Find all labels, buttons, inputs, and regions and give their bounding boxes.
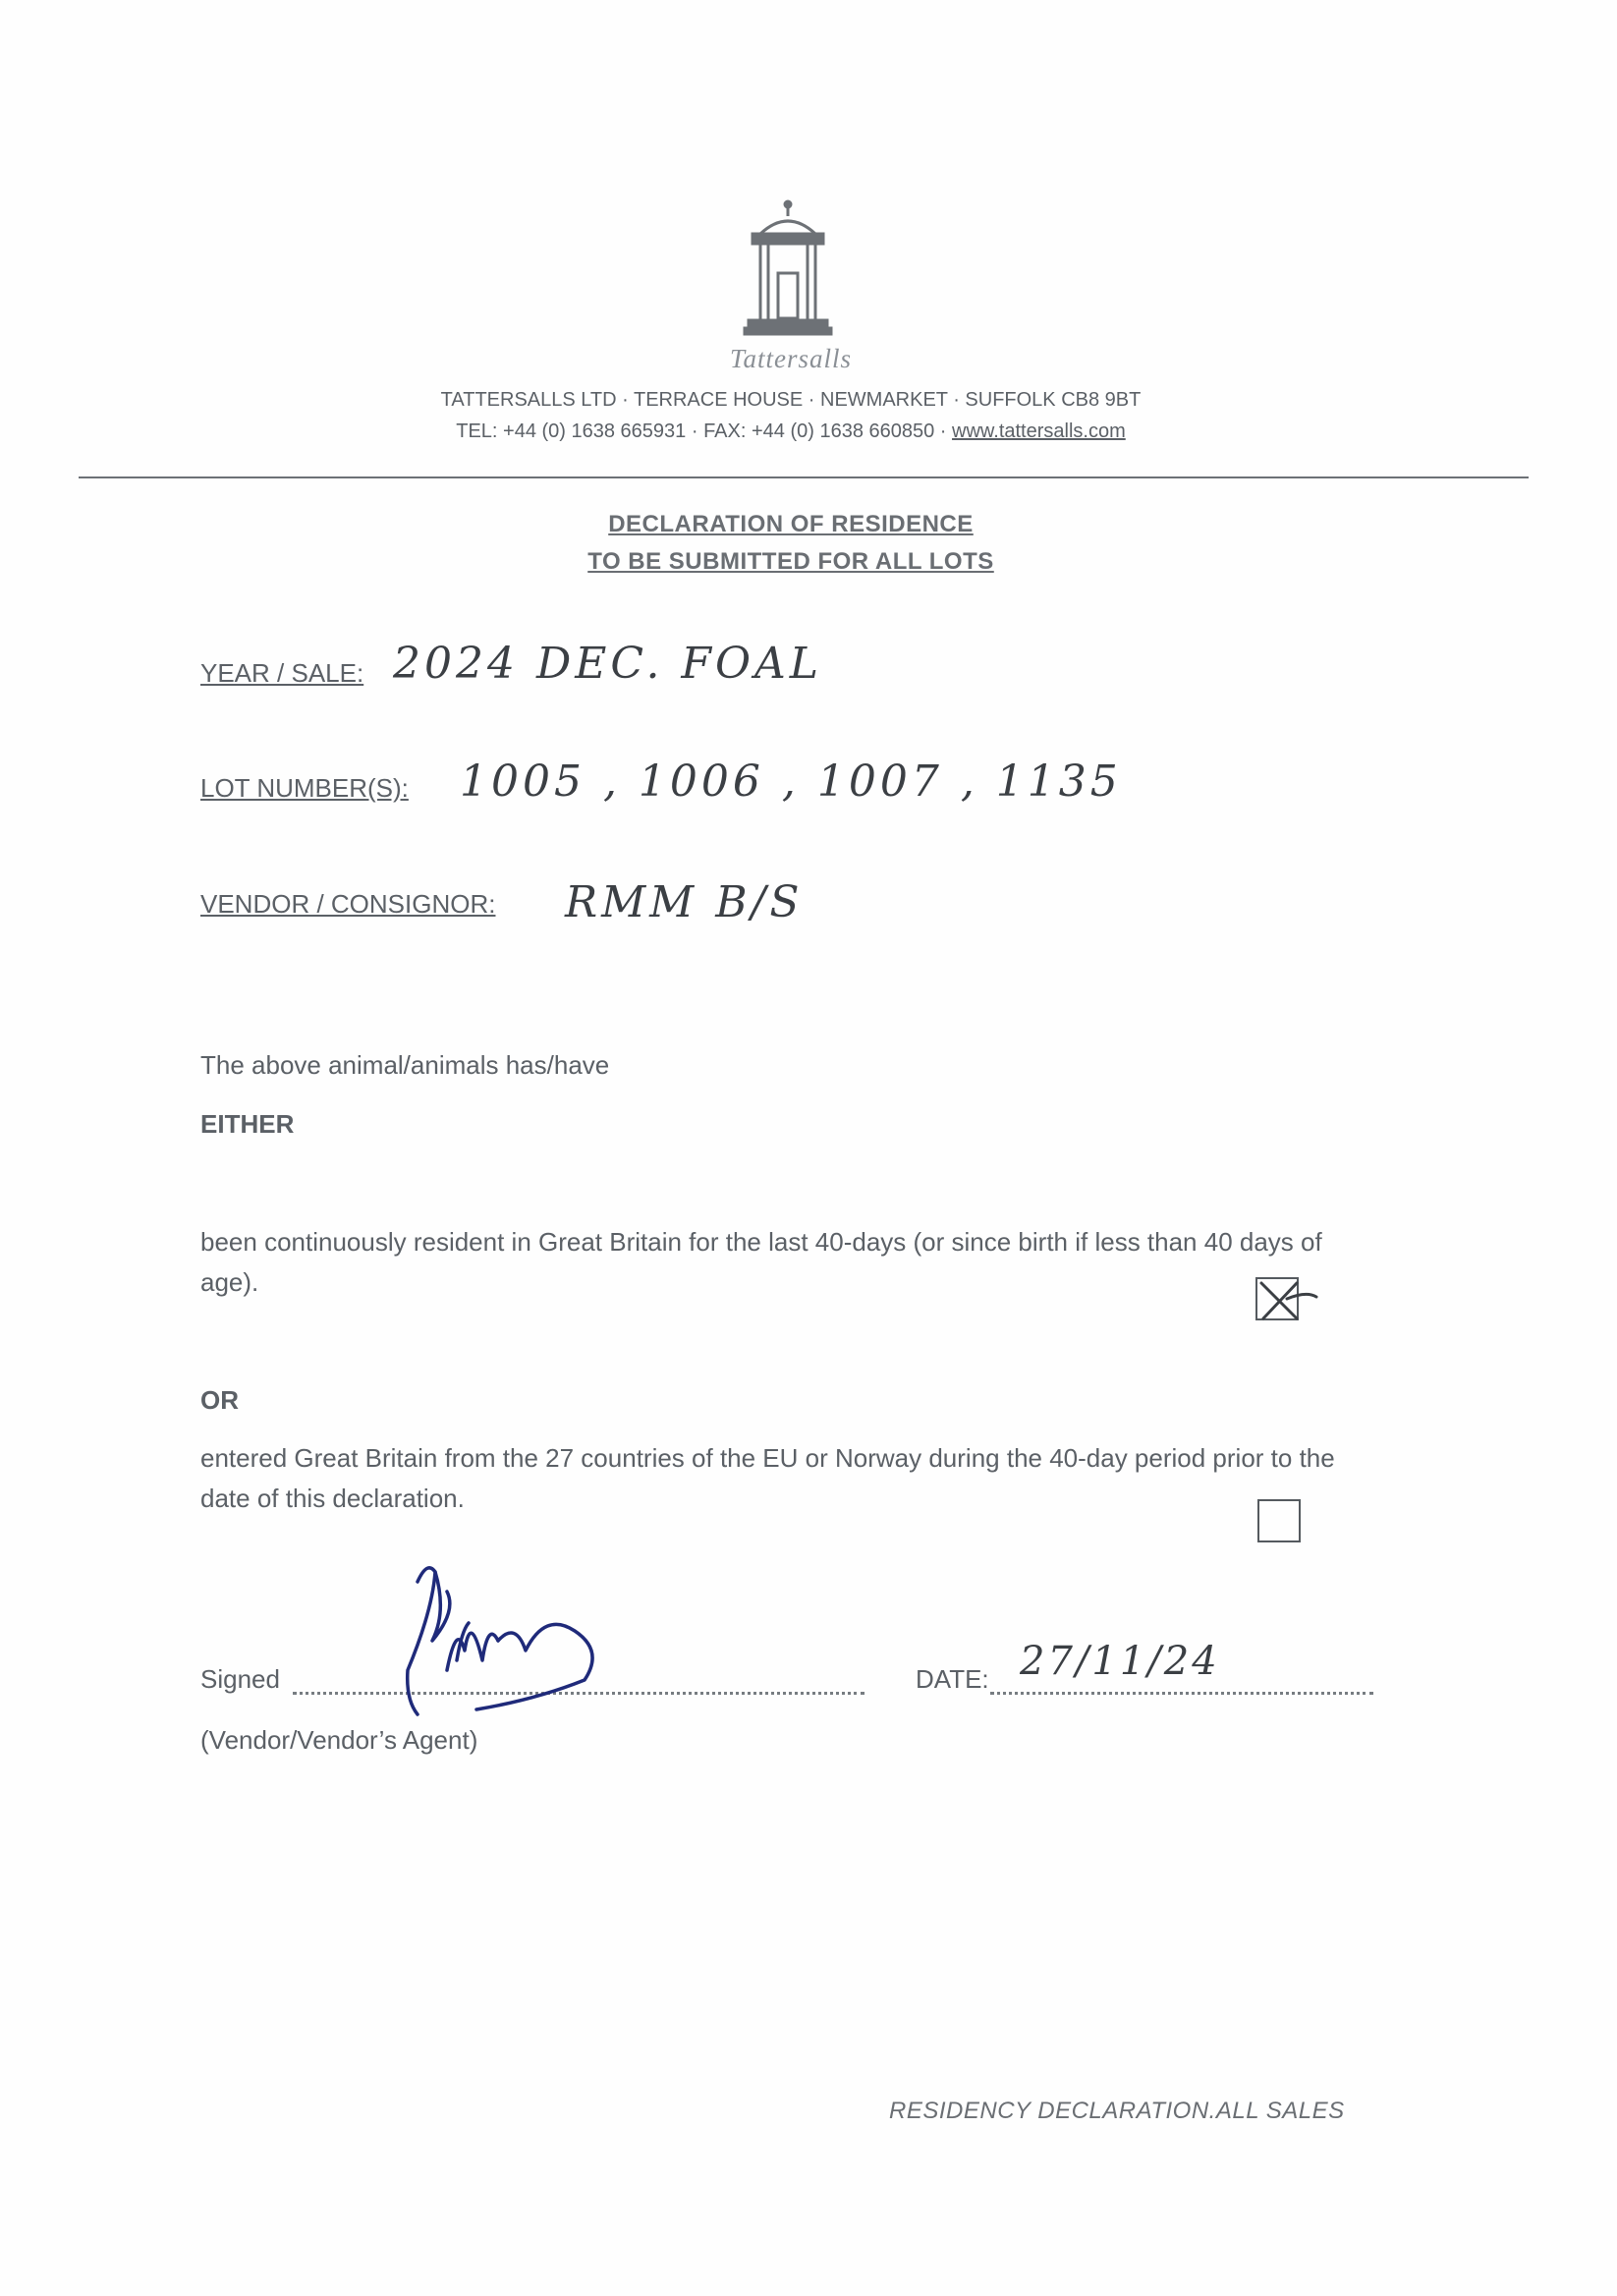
website-link[interactable]: www.tattersalls.com xyxy=(952,420,1126,442)
intro-text: The above animal/animals has/have xyxy=(200,1050,610,1080)
option2-checkbox[interactable] xyxy=(1257,1499,1301,1542)
handwritten-signature[interactable] xyxy=(388,1552,663,1724)
or-label: OR xyxy=(200,1385,239,1415)
vendor-consignor-label: VENDOR / CONSIGNOR: xyxy=(200,889,496,919)
date-line xyxy=(990,1692,1373,1695)
header-divider xyxy=(79,476,1529,478)
date-value[interactable]: 27/11/24 xyxy=(1020,1639,1220,1684)
vendor-agent-label: (Vendor/Vendor’s Agent) xyxy=(200,1725,478,1755)
company-contact xyxy=(0,420,1582,443)
option1-checkbox[interactable] xyxy=(1255,1277,1299,1320)
checkbox-cross-icon xyxy=(1257,1279,1326,1322)
lot-numbers-label: LOT NUMBER(S): xyxy=(200,773,409,803)
option1-text: been continuously resident in Great Britain for the last 40-days (or since birth if less than 40 days of age). xyxy=(200,1227,1322,1297)
signed-label: Signed xyxy=(200,1664,280,1694)
year-sale-label: YEAR / SALE: xyxy=(200,658,364,688)
year-sale-value[interactable]: 2024 DEC. FOAL xyxy=(393,639,823,689)
document-subtitle: TO BE SUBMITTED FOR ALL LOTS xyxy=(587,548,994,575)
company-address: TATTERSALLS LTD · TERRACE HOUSE · NEWMARKET · SUFFOLK CB8 9BT xyxy=(440,389,1142,411)
date-label: DATE: xyxy=(916,1664,989,1694)
footer-reference: RESIDENCY DECLARATION.ALL SALES xyxy=(889,2098,1345,2124)
document-title: DECLARATION OF RESIDENCE xyxy=(608,511,974,537)
either-label: EITHER xyxy=(200,1109,295,1139)
tattersalls-logo-icon xyxy=(739,195,837,342)
brand-name: Tattersalls xyxy=(729,344,853,373)
lot-numbers-value[interactable]: 1005 , 1006 , 1007 , 1135 xyxy=(460,756,1122,807)
vendor-consignor-value[interactable]: RMM B/S xyxy=(565,877,804,927)
option2-text: entered Great Britain from the 27 countries of the EU or Norway during the 40-day period prior to the date of this declaration. xyxy=(200,1443,1335,1513)
phone-fax: TEL: +44 (0) 1638 665931 · FAX: +44 (0) 1638 660850 · xyxy=(456,420,953,442)
